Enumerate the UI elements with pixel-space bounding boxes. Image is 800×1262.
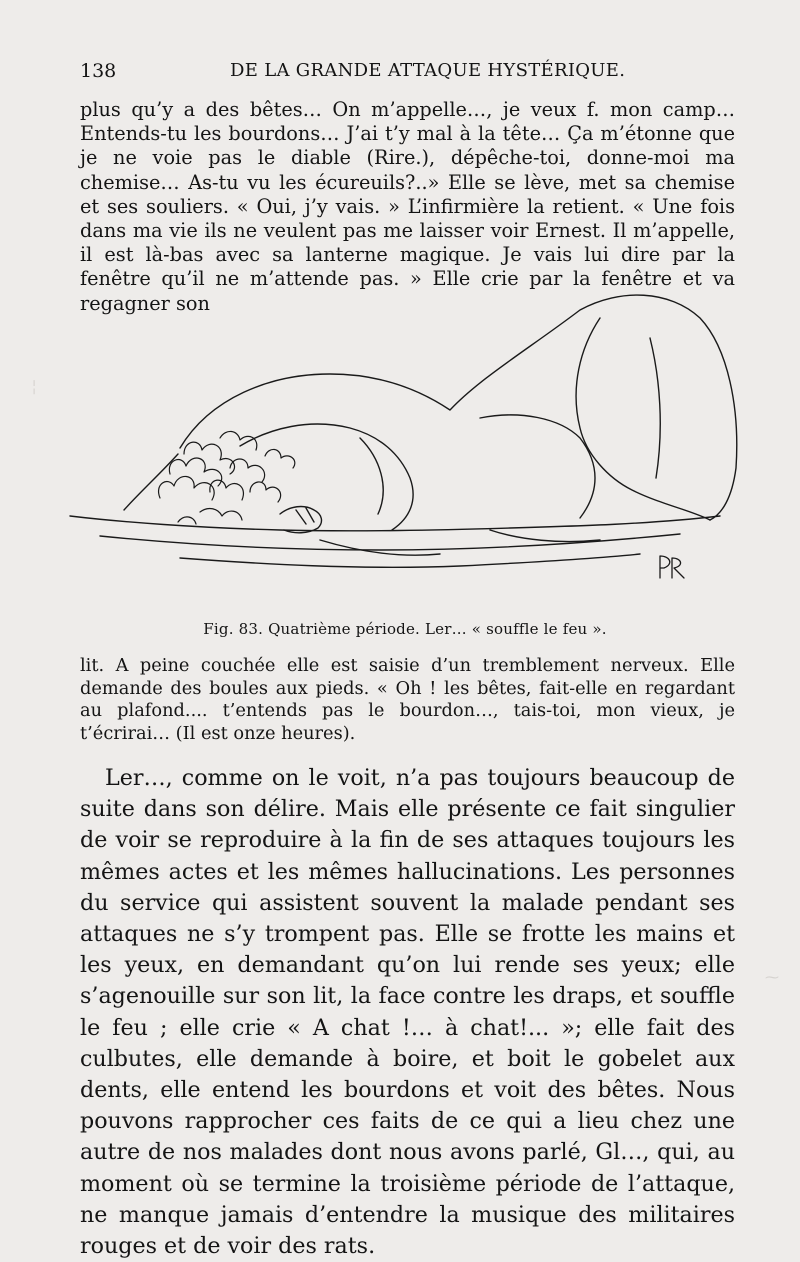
finger-lines xyxy=(296,508,314,524)
page-number: 138 xyxy=(80,60,117,82)
paragraph-top: plus qu’y a des bêtes… On m’appelle…, je veux f. mon camp… Entends-tu les bourdons… J’ai t’y mal à la tête… Ça m’étonne que je ne voie pas le diable (Rire.), dépêche-toi, donne-moi ma chemise… As-tu vu les écureuils?..» Elle se lève, met sa chemise et ses souliers. « Oui, j’y vais. » L’infirmière la retient. « Une fois dans ma vie ils ne veulent pas me laisser voir Ernest. Il m’appelle, il est là-bas avec sa lanterne magique. Je vais lui dire par la fenêtre qu’il ne m’attende pas. » Elle crie par la fenêtre et va regagner son xyxy=(80,98,735,315)
running-header xyxy=(80,60,730,90)
figure-caption: Fig. 83. Quatrième période. Ler… « souffle le feu ». xyxy=(203,620,607,638)
body-outline xyxy=(180,295,737,520)
bleed-through-mark: ⁓ xyxy=(765,970,779,986)
artist-signature xyxy=(700,577,701,578)
sleeping-figure-drawing xyxy=(70,295,737,578)
sheet-fold xyxy=(320,540,440,555)
sheet-line xyxy=(180,554,640,567)
arm-outline xyxy=(240,424,413,530)
leg-outline xyxy=(480,415,595,518)
hand-outline xyxy=(280,507,321,533)
leg-outline xyxy=(576,318,710,520)
hair-curls xyxy=(159,431,295,524)
bleed-through-mark: ╎ xyxy=(30,380,39,396)
paragraph-main: Ler…, comme on le voit, n’a pas toujours beaucoup de suite dans son délire. Mais elle présente ce fait singulier de voir se reproduire à la fin de ses attaques toujours les mêmes actes et les mêmes hallucinations. Les personnes du service qui assistent souvent la malade pendant ses attaques ne s’y trompent pas. Elle se frotte les mains et les yeux, en demandant qu’on lui rende ses yeux; elle s’agenouille sur son lit, la face contre les draps, et souffle le feu ; elle crie « A chat !… à chat!... »; elle fait des culbutes, elle demande à boire, et boit le gobelet aux dents, elle entend les bourdons et voit des bêtes. Nous pouvons rapprocher ces faits de ce qui a lieu chez une autre de nos malades dont nous avons parlé, Gl…, qui, au moment où se termine la troisième période de l’attaque, ne manque jamais d’entendre la musique des militaires rouges et de voir des rats. xyxy=(80,765,735,1260)
sheet-line xyxy=(100,534,680,550)
running-title: DE LA GRANDE ATTAQUE HYSTÉRIQUE. xyxy=(230,60,626,81)
paragraph-after-figure: lit. A peine couchée elle est saisie d’un tremblement nerveux. Elle demande des boules aux pieds. « Oh ! les bêtes, fait-elle en regardant au plafond.... t’entends pas le bourdon…, tais-toi, mon vieux, je t’écrirai… (Il est onze heures). xyxy=(80,655,735,745)
arm-contour xyxy=(360,438,383,514)
leg-contour xyxy=(650,338,660,478)
figure-illustration xyxy=(60,278,750,618)
sheet-fold xyxy=(490,530,600,542)
